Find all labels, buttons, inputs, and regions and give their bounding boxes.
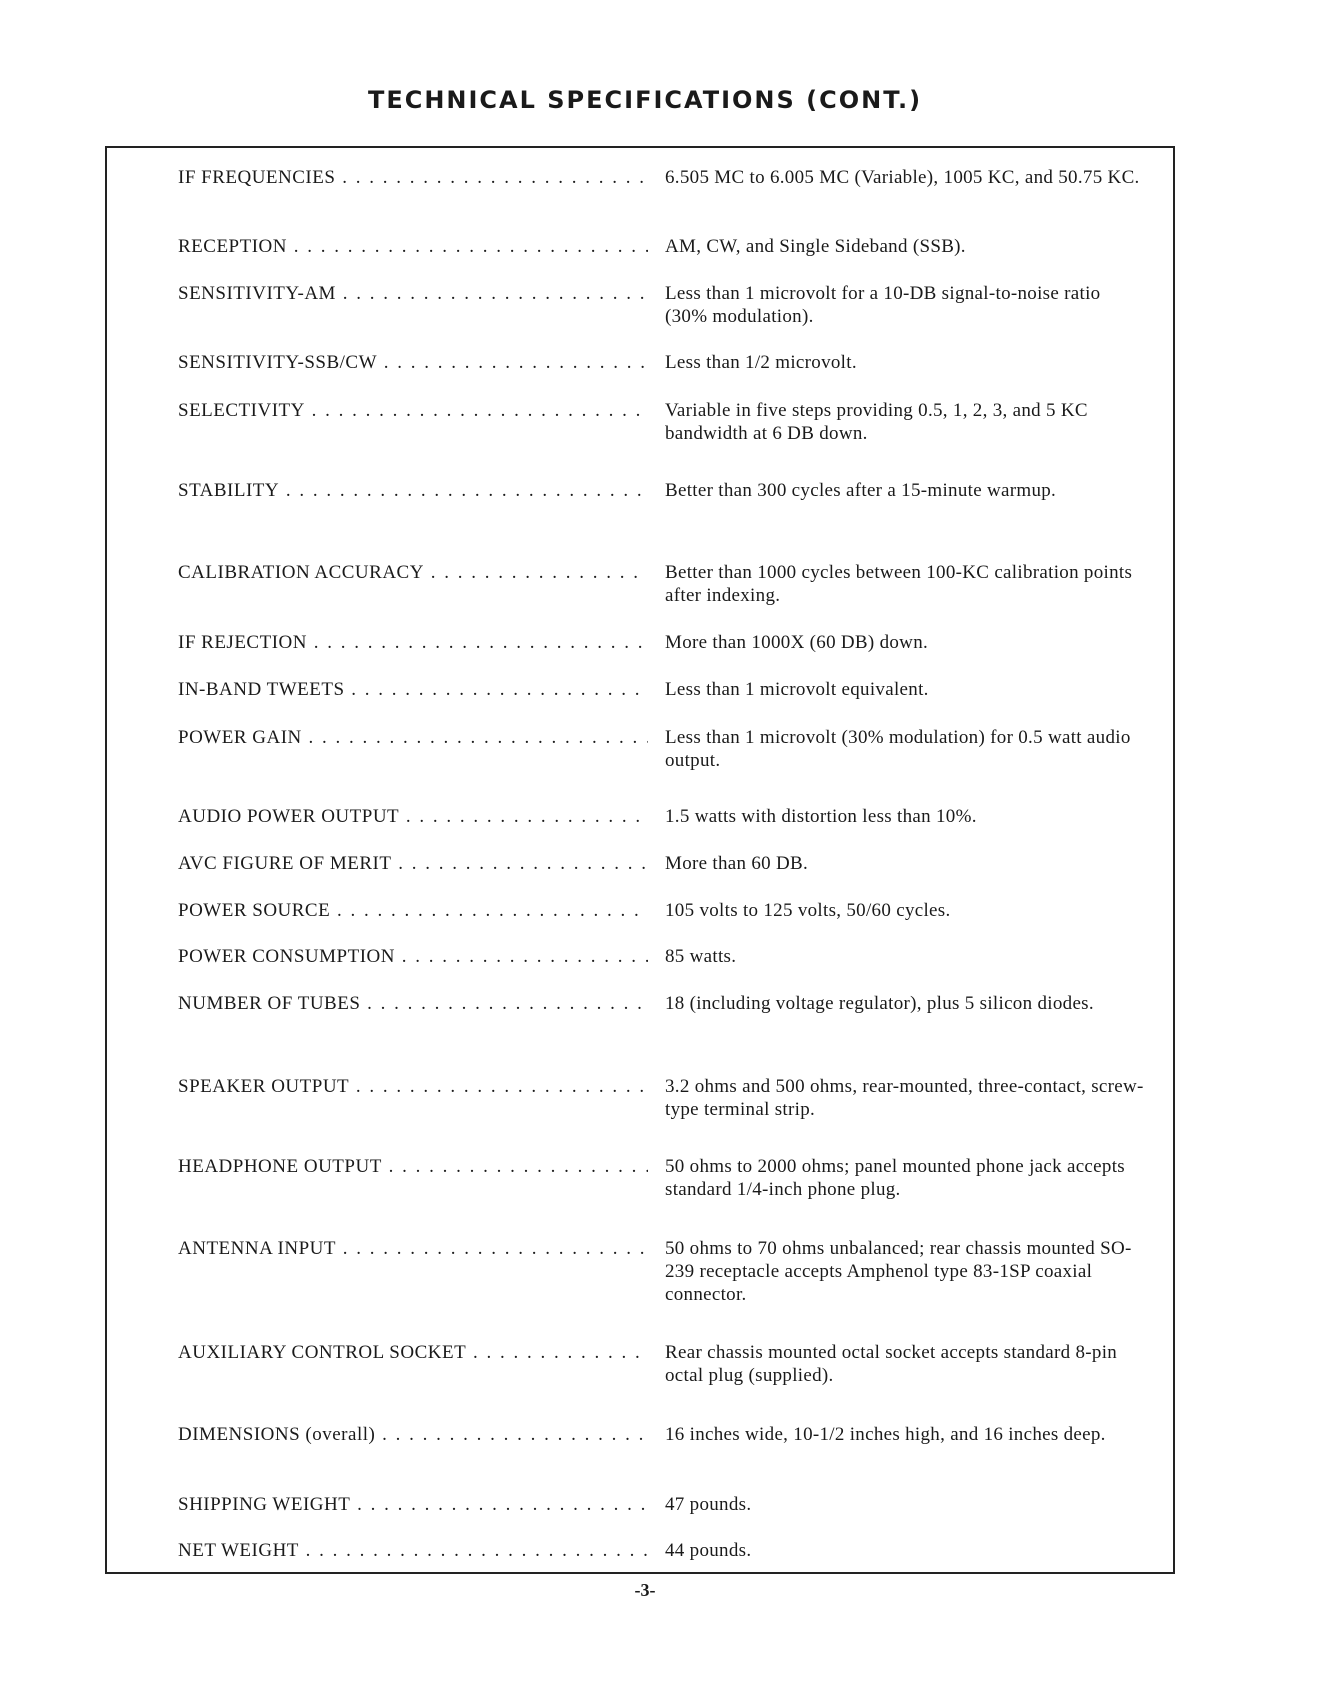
spec-label: SENSITIVITY-AM . . .	[178, 282, 648, 305]
page-number: -3-	[634, 1580, 656, 1600]
spec-value: 50 ohms to 70 ohms unbalanced; rear chassis mounted SO-239 receptacle accepts Amphenol type 83-1SP coaxial connector.	[665, 1238, 1132, 1305]
spec-value: 50 ohms to 2000 ohms; panel mounted phone jack accepts standard 1/4-inch phone plug.	[665, 1156, 1125, 1200]
spec-value: 105 volts to 125 volts, 50/60 cycles.	[665, 900, 951, 921]
spec-label: IN-BAND TWEETS . . .	[178, 678, 648, 701]
spec-value: 18 (including voltage regulator), plus 5 silicon diodes.	[665, 993, 1094, 1014]
spec-label: POWER SOURCE . . .	[178, 899, 648, 922]
spec-label: ANTENNA INPUT . . .	[178, 1237, 648, 1260]
spec-label: RECEPTION . . .	[178, 235, 648, 258]
spec-label: SPEAKER OUTPUT . . .	[178, 1075, 648, 1098]
spec-value: 85 watts.	[665, 946, 737, 967]
spec-value: More than 60 DB.	[665, 853, 809, 874]
spec-value: Less than 1 microvolt equivalent.	[665, 679, 929, 700]
spec-value: 1.5 watts with distortion less than 10%.	[665, 806, 977, 827]
spec-value: Less than 1/2 microvolt.	[665, 352, 857, 373]
spec-label: IF REJECTION . . .	[178, 631, 648, 654]
spec-value: Rear chassis mounted octal socket accepts standard 8-pin octal plug (supplied).	[665, 1342, 1118, 1386]
spec-label: NUMBER OF TUBES . . .	[178, 992, 648, 1015]
spec-label: DIMENSIONS (overall) . . .	[178, 1423, 648, 1446]
spec-value: More than 1000X (60 DB) down.	[665, 632, 929, 653]
spec-value: 16 inches wide, 10-1/2 inches high, and 16 inches deep.	[665, 1424, 1106, 1445]
spec-label: STABILITY . . .	[178, 479, 648, 502]
spec-value: Less than 1 microvolt (30% modulation) for 0.5 watt audio output.	[665, 727, 1131, 771]
spec-label: AUXILIARY CONTROL SOCKET . . .	[178, 1341, 648, 1364]
spec-value: 6.505 MC to 6.005 MC (Variable), 1005 KC, and 50.75 KC.	[665, 167, 1140, 188]
spec-label: POWER CONSUMPTION . . .	[178, 945, 648, 968]
spec-value: Less than 1 microvolt for a 10-DB signal-to-noise ratio (30% modulation).	[665, 283, 1101, 327]
spec-value: 3.2 ohms and 500 ohms, rear-mounted, three-contact, screw-type terminal strip.	[665, 1076, 1144, 1120]
spec-label: AUDIO POWER OUTPUT . . .	[178, 805, 648, 828]
spec-label: AVC FIGURE OF MERIT . . .	[178, 852, 648, 875]
spec-label: POWER GAIN . . .	[178, 726, 648, 749]
spec-label: SELECTIVITY . . .	[178, 399, 648, 422]
spec-label: CALIBRATION ACCURACY . . .	[178, 561, 648, 584]
spec-label: HEADPHONE OUTPUT . . .	[178, 1155, 648, 1178]
spec-label: NET WEIGHT . . .	[178, 1539, 648, 1562]
spec-value: 47 pounds.	[665, 1494, 752, 1515]
spec-value: Variable in five steps providing 0.5, 1, 2, 3, and 5 KC bandwidth at 6 DB down.	[665, 400, 1088, 444]
spec-value: AM, CW, and Single Sideband (SSB).	[665, 236, 966, 257]
spec-label: IF FREQUENCIES . . .	[178, 166, 648, 189]
spec-label: SENSITIVITY-SSB/CW . . .	[178, 351, 648, 374]
page-title: TECHNICAL SPECIFICATIONS (CONT.)	[367, 86, 923, 114]
spec-label: SHIPPING WEIGHT . . .	[178, 1493, 648, 1516]
spec-value: Better than 1000 cycles between 100-KC calibration points after indexing.	[665, 562, 1133, 606]
spec-value: Better than 300 cycles after a 15-minute warmup.	[665, 480, 1057, 501]
spec-value: 44 pounds.	[665, 1540, 752, 1561]
